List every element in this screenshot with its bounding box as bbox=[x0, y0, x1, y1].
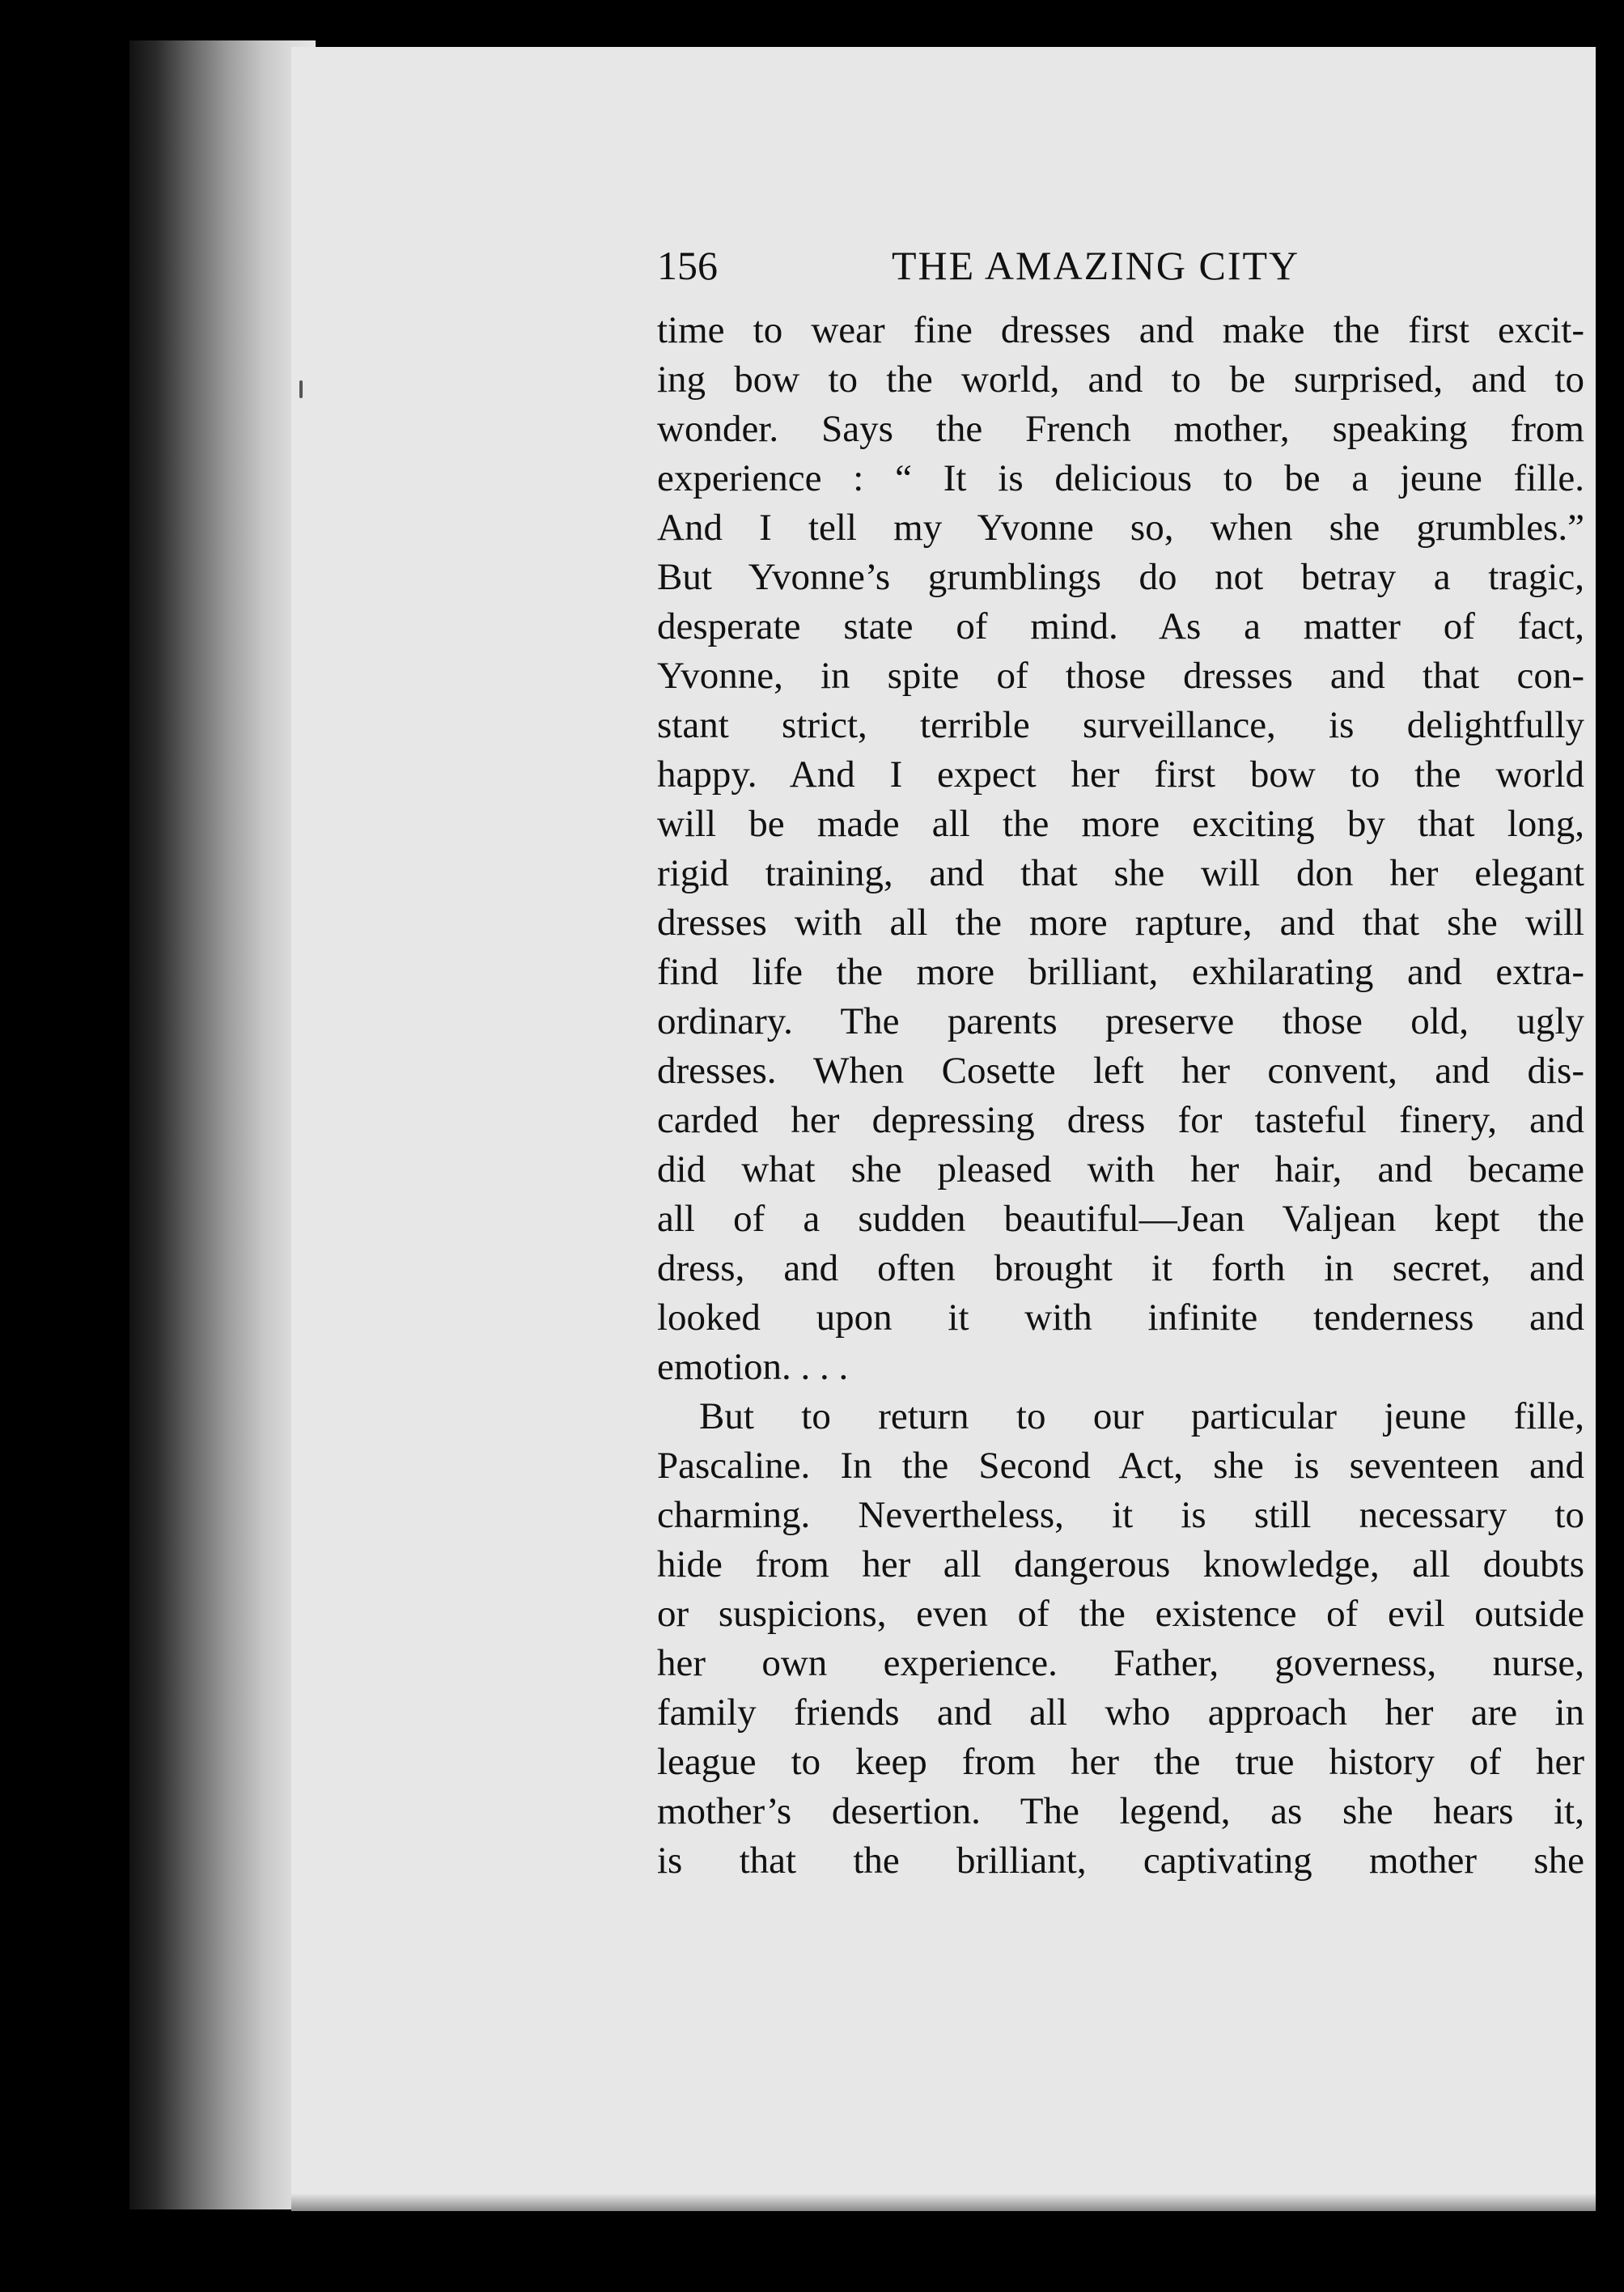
text-line: family friends and all who approach her are in bbox=[657, 1691, 1584, 1734]
text-line: But to return to our particular jeune fille, bbox=[699, 1395, 1584, 1437]
text-line: experience : “ It is delicious to be a jeune fille. bbox=[657, 457, 1584, 499]
text-line: mother’s desertion. The legend, as she hears it, bbox=[657, 1790, 1584, 1832]
text-line: dresses. When Cosette left her convent, and dis- bbox=[657, 1050, 1584, 1092]
text-line: ordinary. The parents preserve those old, ugly bbox=[657, 1000, 1584, 1042]
paragraph-1 bbox=[657, 306, 1584, 1392]
text-line: happy. And I expect her first bow to the world bbox=[657, 753, 1584, 796]
text-line: will be made all the more exciting by that long, bbox=[657, 803, 1584, 845]
text-line: wonder. Says the French mother, speaking from bbox=[657, 408, 1584, 450]
scan-mark bbox=[299, 380, 303, 398]
text-line: charming. Nevertheless, it is still necessary to bbox=[657, 1494, 1584, 1536]
page-bottom-edge bbox=[291, 2193, 1596, 2211]
text-line: dress, and often brought it forth in secret, and bbox=[657, 1247, 1584, 1289]
running-head-title: THE AMAZING CITY bbox=[892, 243, 1300, 288]
text-line: find life the more brilliant, exhilarating and extra- bbox=[657, 951, 1584, 993]
text-line: But Yvonne’s grumblings do not betray a tragic, bbox=[657, 556, 1584, 598]
text-line: ing bow to the world, and to be surprised, and to bbox=[657, 359, 1584, 401]
text-line: is that the brilliant, captivating mother she bbox=[657, 1840, 1584, 1882]
text-line: Pascaline. In the Second Act, she is seventeen and bbox=[657, 1445, 1584, 1487]
text-line: rigid training, and that she will don her elegant bbox=[657, 852, 1584, 894]
text-line: And I tell my Yvonne so, when she grumbles.” bbox=[657, 507, 1584, 549]
text-line: Yvonne, in spite of those dresses and that con- bbox=[657, 655, 1584, 697]
book-spine-shadow bbox=[129, 40, 316, 2209]
text-line: all of a sudden beautiful—Jean Valjean kept the bbox=[657, 1198, 1584, 1240]
text-line: did what she pleased with her hair, and became bbox=[657, 1148, 1584, 1191]
body-text bbox=[657, 306, 1584, 1886]
text-line: her own experience. Father, governess, nurse, bbox=[657, 1642, 1584, 1684]
text-line: or suspicions, even of the existence of evil outside bbox=[657, 1593, 1584, 1635]
text-line: carded her depressing dress for tasteful finery, and bbox=[657, 1099, 1584, 1141]
text-line: looked upon it with infinite tenderness and bbox=[657, 1297, 1584, 1339]
text-line: hide from her all dangerous knowledge, all doubts bbox=[657, 1543, 1584, 1585]
text-line: time to wear fine dresses and make the first excit- bbox=[657, 309, 1584, 351]
running-head bbox=[657, 241, 1624, 290]
paragraph-2 bbox=[657, 1392, 1584, 1886]
text-line: league to keep from her the true history of her bbox=[657, 1741, 1584, 1783]
text-line: desperate state of mind. As a matter of fact, bbox=[657, 605, 1584, 647]
page-number: 156 bbox=[657, 243, 718, 288]
text-line: stant strict, terrible surveillance, is delightfully bbox=[657, 704, 1584, 746]
text-line: emotion. . . . bbox=[657, 1346, 849, 1388]
text-line: dresses with all the more rapture, and that she will bbox=[657, 902, 1584, 944]
